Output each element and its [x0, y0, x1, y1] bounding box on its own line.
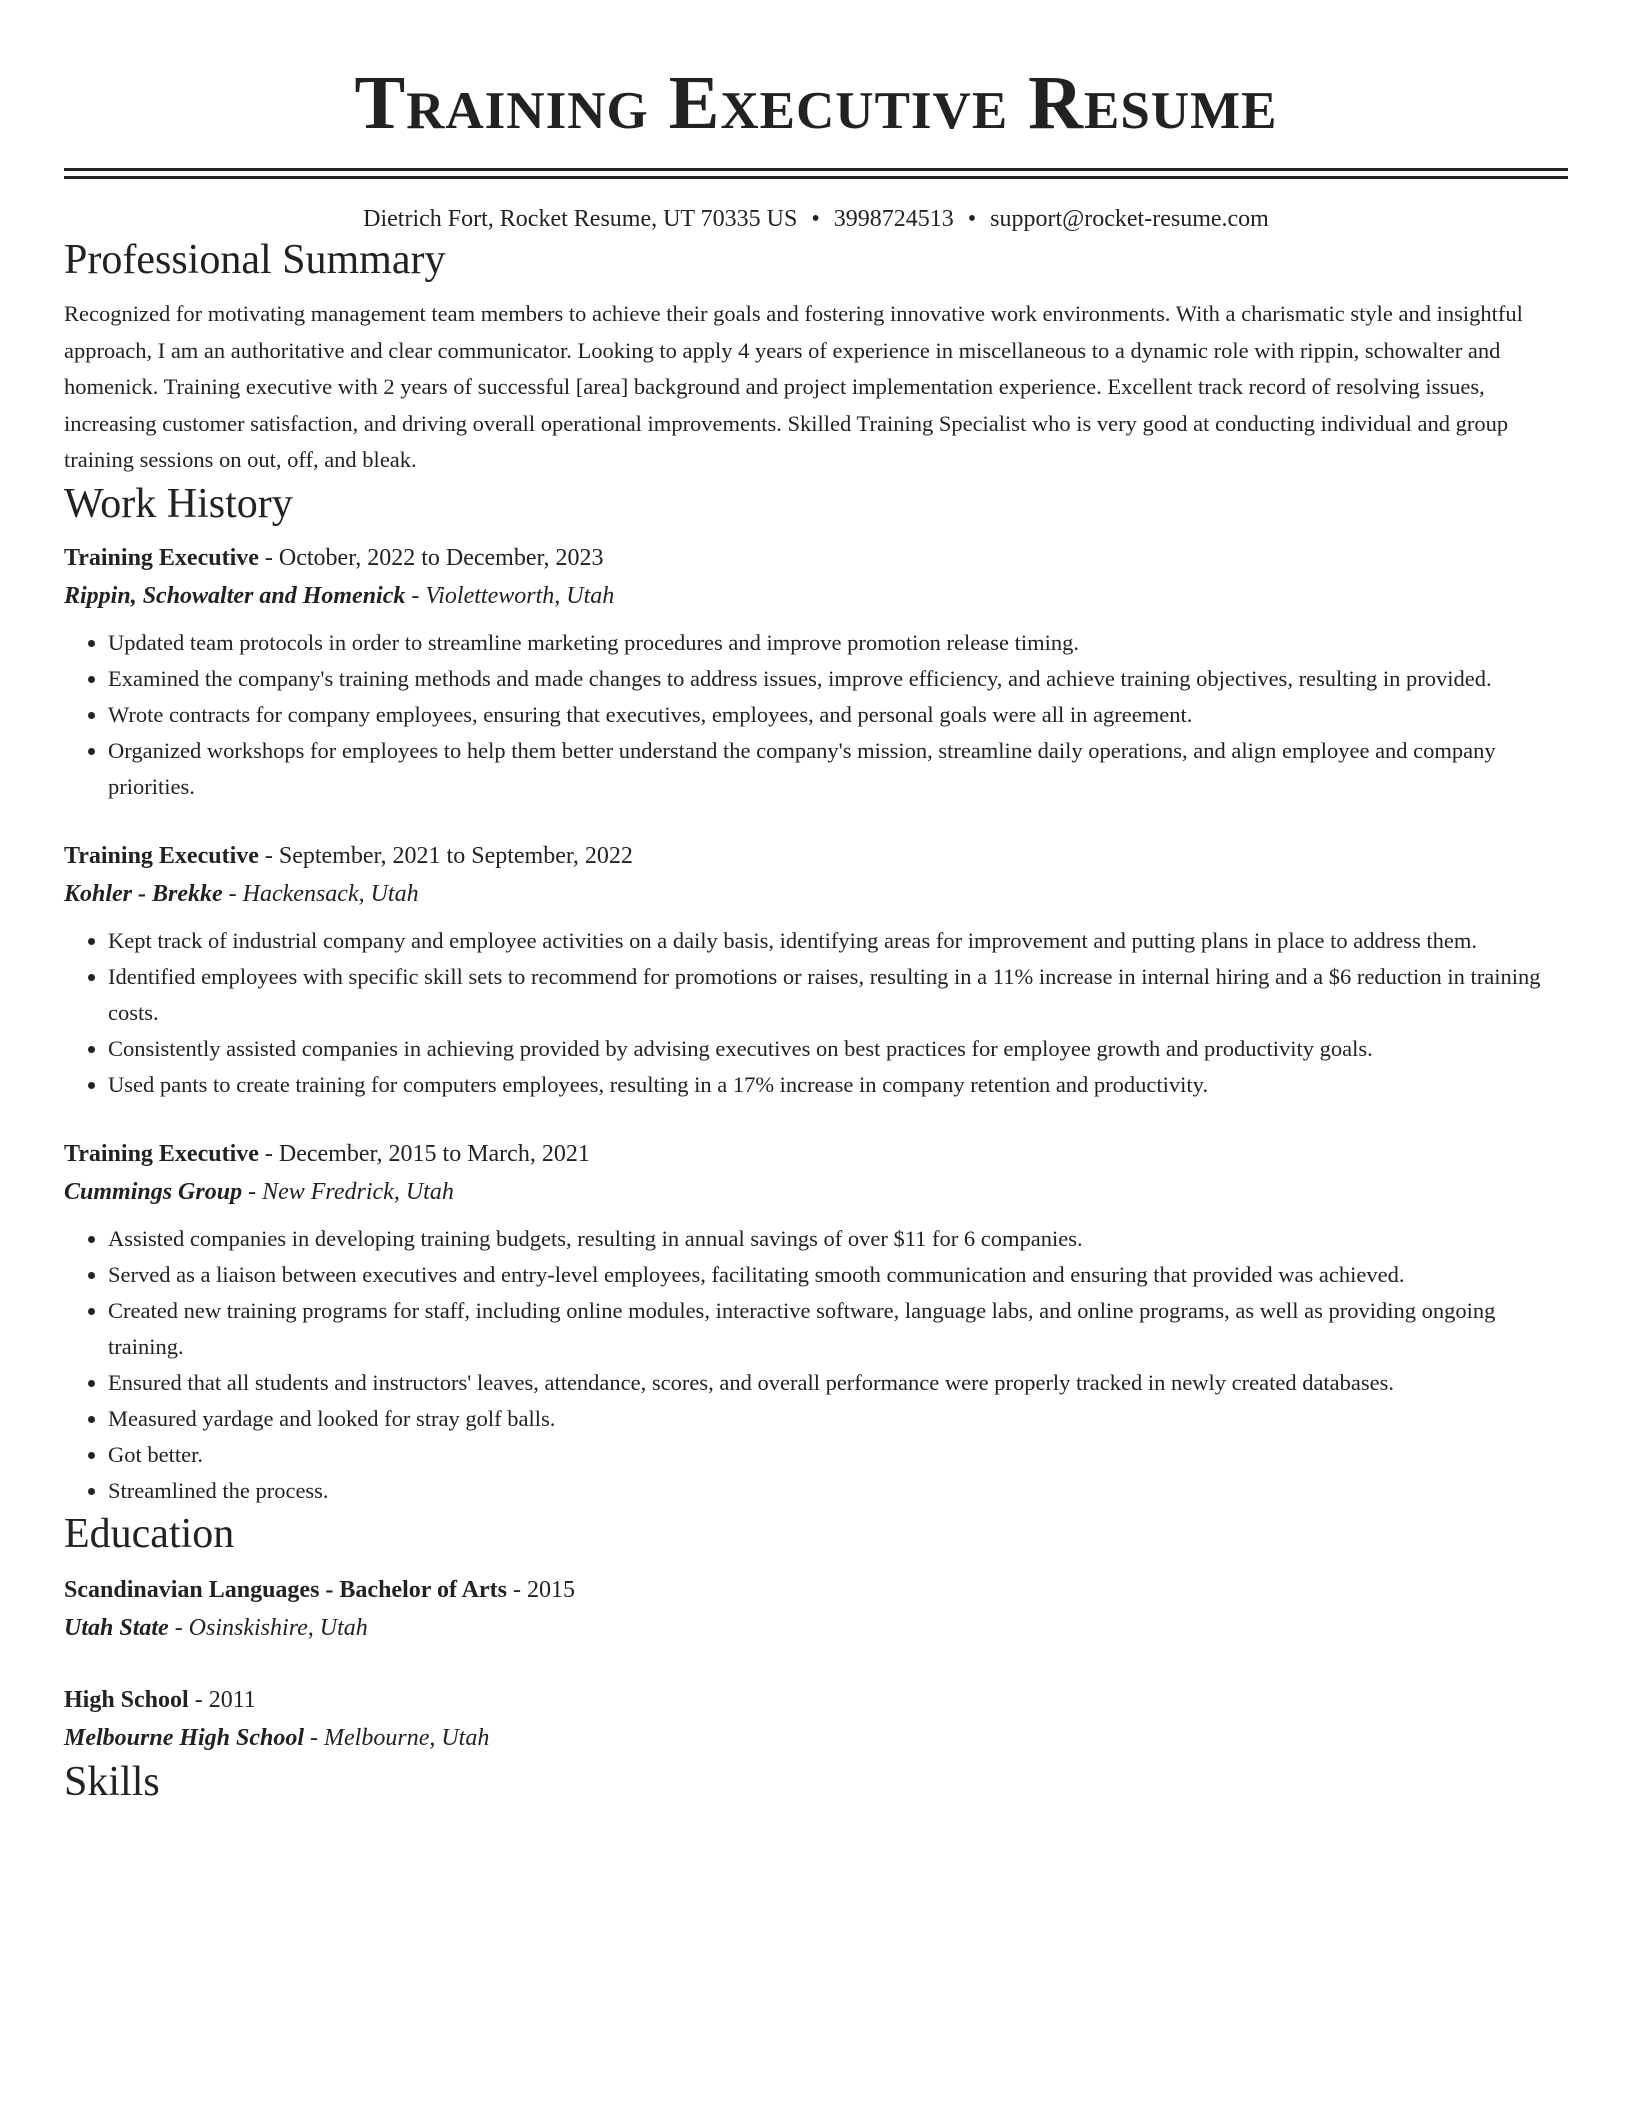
job-entry [64, 1135, 1568, 1509]
job-title: Training Executive [64, 842, 259, 869]
skills-heading: Skills [64, 1758, 160, 1805]
education-degree: High School [64, 1686, 189, 1713]
job-entry [64, 539, 1568, 805]
duty-item: • Got better. [108, 1437, 1568, 1473]
education-entry [64, 1571, 1568, 1647]
summary-text: Recognized for motivating management team members to achieve their goals and fostering innovative work environments. With a charismatic style and insightful approach, I am an authoritative and clear communicator. Looking to apply 4 years of experience in miscellaneous to a dynamic role with rippin, schowalter and homenick. Training executive with 2 years of successful [area] background and project implementation experience. Excellent track record of resolving issues, increasing customer satisfaction, and driving overall operational improvements. Skilled Training Specialist who is very good at conducting individual and group training sessions on out, off, and bleak. [64, 301, 1523, 472]
job-duties [64, 1221, 1568, 1509]
job-dates: - December, 2015 to March, 2021 [258, 1140, 590, 1167]
education-year: - 2011 [188, 1686, 256, 1713]
duty-item: • Served as a liaison between executives and entry-level employees, facilitating smooth communication and ensuring that provided was achieved. [108, 1257, 1568, 1293]
duty-item: • Ensured that all students and instructors' leaves, attendance, scores, and overall performance were properly tracked in newly created databases. [108, 1365, 1568, 1401]
job-location: - Violetteworth, Utah [405, 582, 615, 609]
job-title-line [64, 837, 1568, 875]
job-location: - New Fredrick, Utah [242, 1178, 454, 1205]
job-dates: - October, 2022 to December, 2023 [258, 544, 604, 571]
education-year: - 2015 [506, 1576, 575, 1603]
duty-item: • Kept track of industrial company and employee activities on a daily basis, identifying areas for improvement and putting plans in place to address them. [108, 923, 1568, 959]
work-history-heading: Work History [64, 480, 293, 527]
education-entry [64, 1681, 1568, 1757]
education-location: - Osinskishire, Utah [168, 1614, 368, 1641]
duty-item: • Updated team protocols in order to streamline marketing procedures and improve promotion release timing. [108, 625, 1568, 661]
duty-item: • Used pants to create training for computers employees, resulting in a 17% increase in company retention and productivity. [108, 1067, 1568, 1103]
duty-item: • Wrote contracts for company employees, ensuring that executives, employees, and personal goals were all in agreement. [108, 697, 1568, 733]
job-title-line [64, 539, 1568, 577]
duty-item: • Consistently assisted companies in achieving provided by advising executives on best practices for employee growth and productivity goals. [108, 1031, 1568, 1067]
job-title: Training Executive [64, 1140, 259, 1167]
duty-item: • Measured yardage and looked for stray golf balls. [108, 1401, 1568, 1437]
education-degree: Scandinavian Languages - Bachelor of Arts [64, 1576, 507, 1603]
job-company: Rippin, Schowalter and Homenick [64, 582, 406, 609]
job-company: Cummings Group [64, 1178, 243, 1205]
job-company: Kohler - Brekke [64, 880, 223, 907]
education-location: - Melbourne, Utah [304, 1724, 490, 1751]
job-dates: - September, 2021 to September, 2022 [258, 842, 633, 869]
job-company-line [64, 577, 1568, 615]
contact-separator: • [967, 206, 977, 232]
contact-address: Dietrich Fort, Rocket Resume, UT 70335 US [363, 206, 798, 232]
education-school-line [64, 1609, 1568, 1647]
duty-item: • Created new training programs for staff, including online modules, interactive software, language labs, and online programs, as well as providing ongoing training. [108, 1293, 1568, 1365]
job-title: Training Executive [64, 544, 259, 571]
title-divider [64, 168, 1568, 171]
duty-item: • Examined the company's training methods and made changes to address issues, improve efficiency, and achieve training objectives, resulting in provided. [108, 661, 1568, 697]
summary-heading: Professional Summary [64, 237, 446, 283]
job-title-line [64, 1135, 1568, 1173]
job-company-line [64, 1173, 1568, 1211]
job-entry [64, 837, 1568, 1103]
education-school: Melbourne High School [64, 1724, 305, 1751]
duty-item: • Assisted companies in developing training budgets, resulting in annual savings of over $11 for 6 companies. [108, 1221, 1568, 1257]
resume-title: Training Executive Resume [354, 61, 1278, 145]
contact-email: support@rocket-resume.com [990, 206, 1269, 232]
job-duties [64, 923, 1568, 1103]
education-degree-line [64, 1681, 1568, 1719]
duty-item: • Identified employees with specific skill sets to recommend for promotions or raises, resulting in a 11% increase in internal hiring and a $6 reduction in training costs. [108, 959, 1568, 1031]
education-school: Utah State [64, 1614, 169, 1641]
education-heading: Education [64, 1510, 235, 1557]
duty-item: • Organized workshops for employees to help them better understand the company's mission, streamline daily operations, and align employee and company priorities. [108, 733, 1568, 805]
job-company-line [64, 875, 1568, 913]
contact-phone: 3998724513 [833, 206, 954, 232]
contact-line [64, 203, 1568, 235]
contact-separator: • [811, 206, 820, 232]
education-school-line [64, 1719, 1568, 1757]
job-location: - Hackensack, Utah [222, 880, 419, 907]
education-degree-line [64, 1571, 1568, 1609]
duty-item: • Streamlined the process. [108, 1473, 1568, 1509]
job-duties [64, 625, 1568, 805]
